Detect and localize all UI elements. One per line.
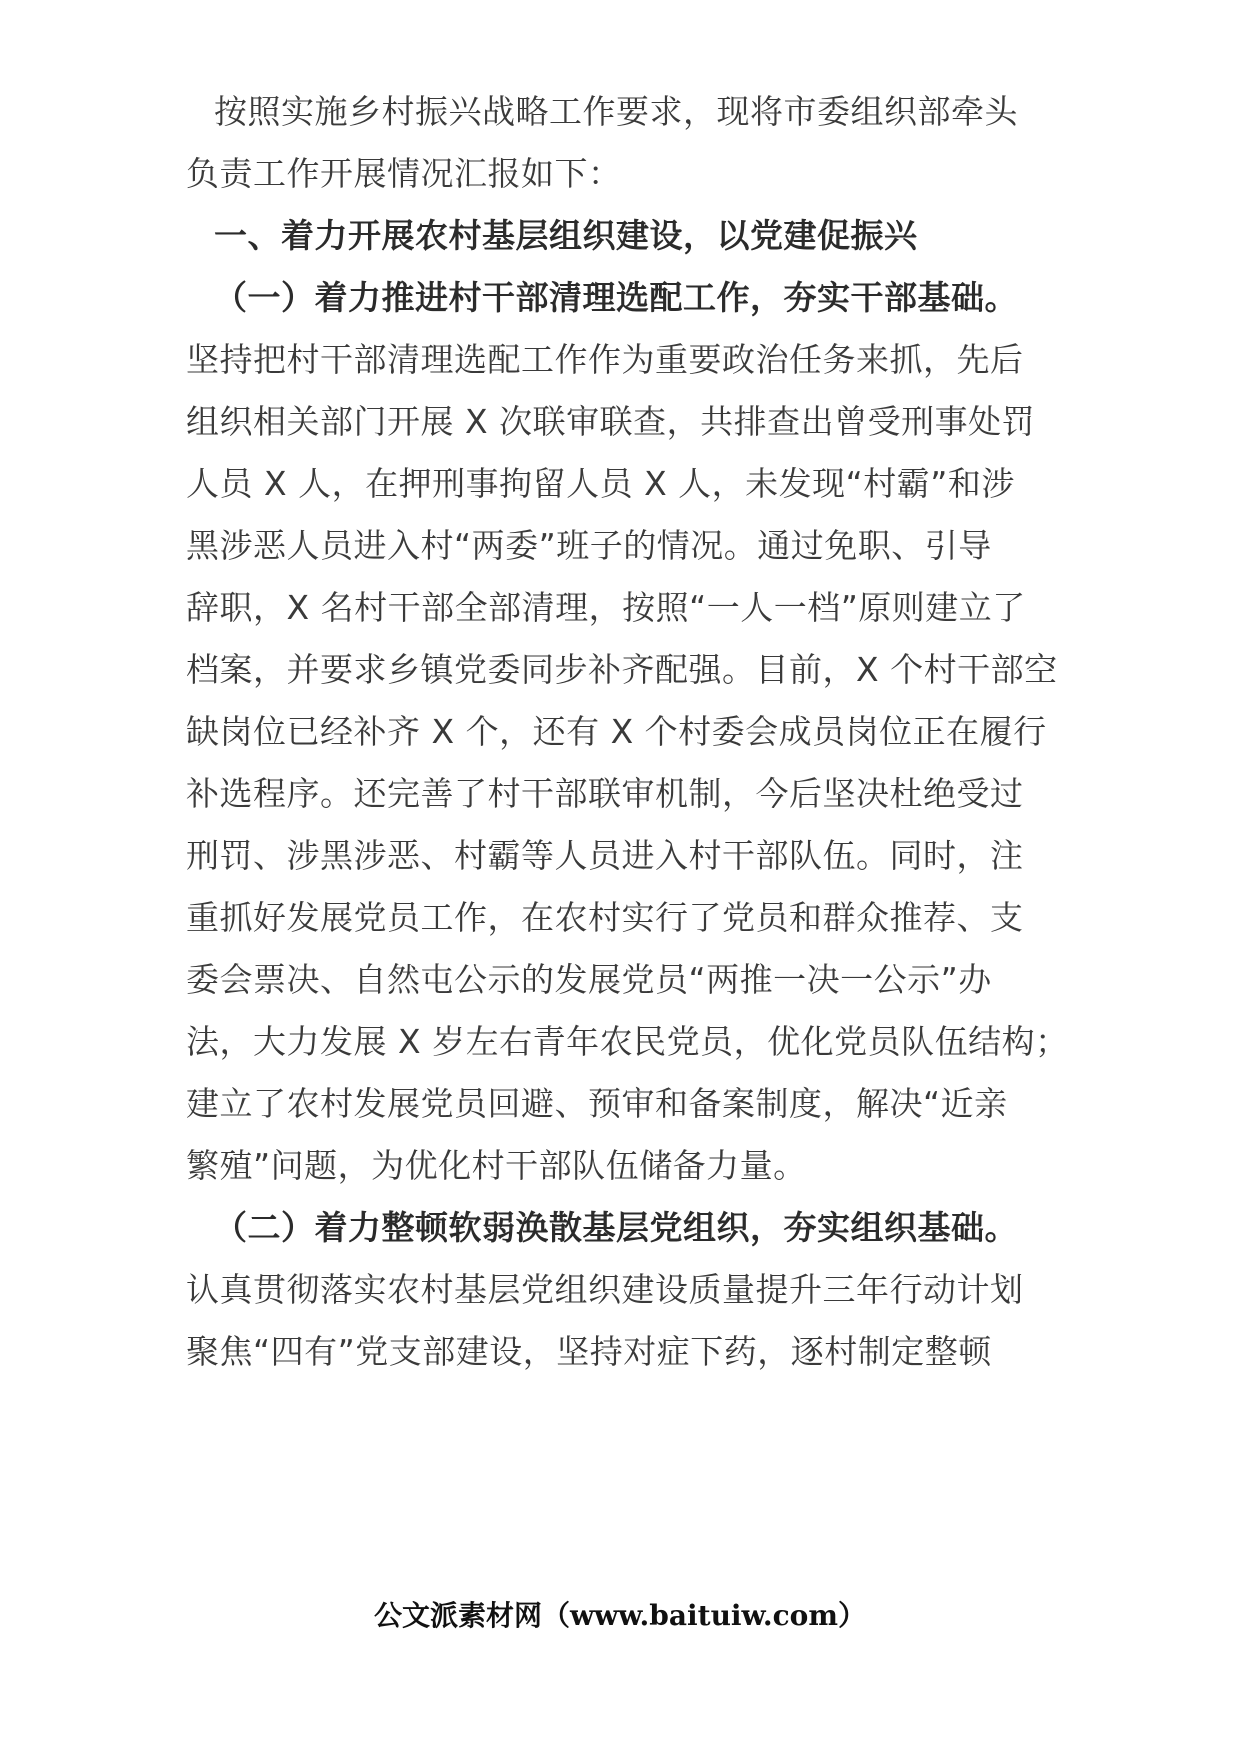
intro-line-1: 按照实施乡村振兴战略工作要求，现将市委组织部牵头 [214,92,1018,131]
paragraph-line: 繁殖”问题，为优化村干部队伍储备力量。 [186,1146,807,1185]
paragraph-line: 委会票决、自然屯公示的发展党员“两推一决一公示”办 [186,960,992,999]
paragraph-line: 黑涉恶人员进入村“两委”班子的情况。通过免职、引导 [186,526,992,565]
footer-watermark: 公文派素材网（www.baituiw.com） [374,1599,866,1632]
subsection-1-heading: （一）着力推进村干部清理选配工作，夯实干部基础。 [214,278,1018,317]
paragraph-line: 组织相关部门开展 X 次联审联查，共排查出曾受刑事处罚 [186,402,1036,441]
paragraph-line: 人员 X 人，在押刑事拘留人员 X 人，未发现“村霸”和涉 [186,464,1015,503]
paragraph-line: 建立了农村发展党员回避、预审和备案制度，解决“近亲 [186,1084,1008,1123]
intro-line-2: 负责工作开展情况汇报如下： [186,154,622,193]
subsection-2-heading: （二）着力整顿软弱涣散基层党组织，夯实组织基础。 [214,1208,1018,1247]
paragraph-line: 法，大力发展 X 岁左右青年农民党员，优化党员队伍结构； [186,1022,1069,1061]
paragraph-line: 刑罚、涉黑涉恶、村霸等人员进入村干部队伍。同时，注 [186,836,1024,875]
paragraph-line: 缺岗位已经补齐 X 个，还有 X 个村委会成员岗位正在履行 [186,712,1047,751]
paragraph-line: 辞职，X 名村干部全部清理，按照“一人一档”原则建立了 [186,588,1026,627]
paragraph-line: 重抓好发展党员工作，在农村实行了党员和群众推荐、支 [186,898,1024,937]
paragraph-line: 坚持把村干部清理选配工作作为重要政治任务来抓，先后 [186,340,1024,379]
paragraph-line: 档案，并要求乡镇党委同步补齐配强。目前，X 个村干部空 [186,650,1058,689]
paragraph-line: 聚焦“四有”党支部建设，坚持对症下药，逐村制定整顿 [186,1332,992,1371]
section-1-heading: 一、着力开展农村基层组织建设，以党建促振兴 [214,216,918,255]
paragraph-line: 补选程序。还完善了村干部联审机制，今后坚决杜绝受过 [186,774,1024,813]
paragraph-line: 认真贯彻落实农村基层党组织建设质量提升三年行动计划 [186,1270,1024,1309]
